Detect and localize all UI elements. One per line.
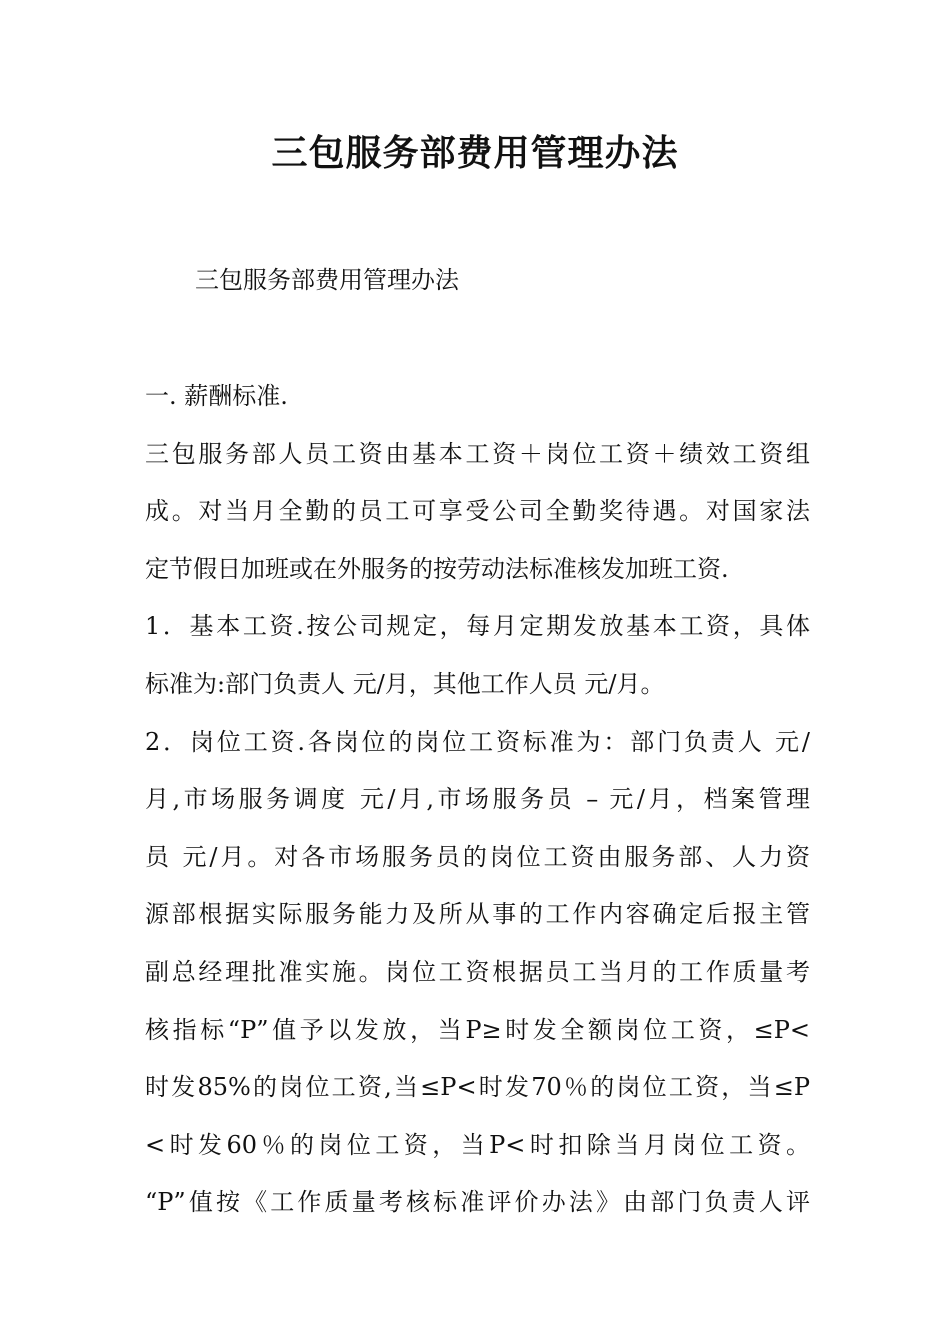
paragraph-line: “P”值按《工作质量考核标准评价办法》由部门负责人评: [145, 1188, 810, 1217]
paragraph-line: <时发60％的岗位工资，当P<时扣除当月岗位工资。: [145, 1130, 810, 1159]
paragraph-line: 1．基本工资.按公司规定，每月定期发放基本工资，具体: [145, 612, 810, 641]
paragraph-line: 源部根据实际服务能力及所从事的工作内容确定后报主管: [145, 900, 810, 929]
paragraph-line: 定节假日加班或在外服务的按劳动法标准核发加班工资.: [145, 554, 729, 583]
document-subtitle: 三包服务部费用管理办法: [195, 266, 459, 294]
paragraph-line: 核指标“P”值予以发放，当P≥时发全额岗位工资，≤P<: [145, 1015, 810, 1044]
document-body: [145, 378, 810, 1242]
paragraph-line: 时发85%的岗位工资,当≤P<时发70％的岗位工资，当≤P: [145, 1073, 810, 1102]
paragraph-line: 三包服务部人员工资由基本工资＋岗位工资＋绩效工资组: [145, 439, 810, 468]
section-heading-salary: 一. 薪酬标准.: [145, 382, 288, 410]
paragraph-line: 员 元/月。对各市场服务员的岗位工资由服务部、人力资: [145, 842, 810, 871]
paragraph-line: 月,市场服务调度 元/月,市场服务员 – 元/月，档案管理: [145, 785, 810, 814]
document-title: 三包服务部费用管理办法: [271, 132, 679, 174]
paragraph-line: 成。对当月全勤的员工可享受公司全勤奖待遇。对国家法: [145, 497, 810, 526]
paragraph-line: 标准为:部门负责人 元/月，其他工作人员 元/月。: [145, 669, 665, 698]
paragraph-line: 副总经理批准实施。岗位工资根据员工当月的工作质量考: [145, 957, 810, 986]
paragraph-line: 2．岗位工资.各岗位的岗位工资标准为：部门负责人 元/: [145, 727, 810, 756]
